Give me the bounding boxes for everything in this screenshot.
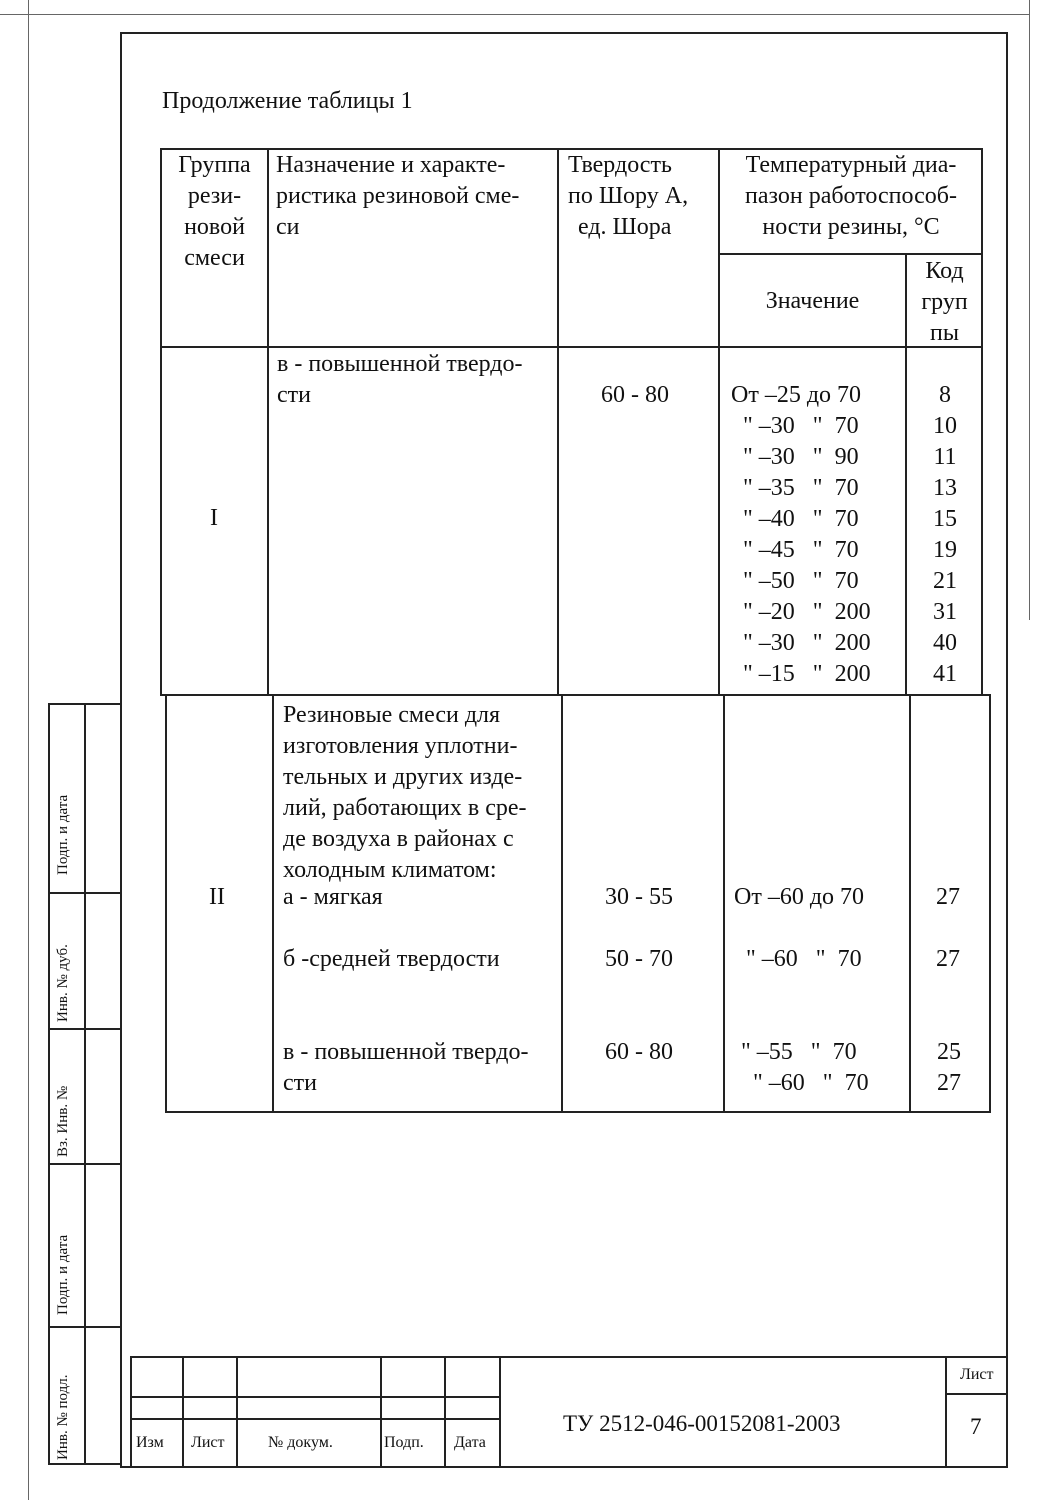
group1-codes: 8 10 11 13 15 19 21 31 40 41 (933, 382, 957, 687)
table-left-border-2 (165, 694, 167, 1113)
doc-code: ТУ 2512-046-00152081-2003 (563, 1411, 841, 1436)
group2-soft-hardness: 30 - 55 (605, 884, 673, 910)
col-line-4b (909, 694, 911, 1113)
side-sep-1 (48, 892, 122, 894)
group1-id: I (210, 505, 218, 531)
side-bottom (48, 1463, 122, 1465)
group2-mid-hardness: 50 - 70 (605, 946, 673, 972)
right-edge-line (1029, 0, 1030, 620)
side-sep-4 (48, 1326, 122, 1328)
side-top (48, 703, 122, 705)
tb-v5 (499, 1356, 501, 1466)
col-line-1 (267, 148, 269, 696)
stamp-col-change: Изм (136, 1434, 164, 1451)
header-value: Значение (765, 288, 860, 314)
tb-v6 (945, 1356, 947, 1466)
tb-v2 (236, 1356, 238, 1466)
group2-mid-code: 27 (936, 946, 960, 972)
col-line-2b (561, 694, 563, 1113)
group2-high-hardness: 60 - 80 (605, 1039, 673, 1065)
stamp-col-sheet: Лист (191, 1434, 225, 1451)
subheader-line (718, 253, 982, 255)
side-line-inner (84, 703, 86, 1465)
stamp-col-date: Дата (454, 1434, 486, 1451)
tb-v0 (130, 1356, 132, 1466)
header-code: Код груп пы (921, 258, 968, 346)
side-label-orig-inv: Инв. № подл. (55, 1374, 71, 1460)
group1-purpose: в - повышенной твердо- сти (277, 351, 523, 408)
table-bottom-border (165, 1111, 991, 1113)
sheet-label: Лист (960, 1366, 994, 1383)
group2-high-values: " –55 " 70 " –60 " 70 (741, 1039, 869, 1096)
stamp-col-doc: № докум. (268, 1434, 333, 1451)
tb-v3 (380, 1356, 382, 1466)
group2-soft-label: а - мягкая (283, 884, 383, 910)
tb-v4 (444, 1356, 446, 1466)
side-label-sign-date-2: Подп. и дата (55, 1234, 71, 1315)
side-label-dup-inv: Инв. № дуб. (55, 944, 71, 1022)
group2-intro: Резиновые смеси для изготовления уплотни- тельных и других изде- лий, работающих в сре- де воздуха в районах с холодным климатом: (283, 702, 527, 883)
stamp-col-sign: Подп. (384, 1434, 424, 1451)
table-right-border-2 (989, 694, 991, 1113)
side-line-outer (48, 703, 50, 1465)
tb-top (130, 1356, 1008, 1358)
tb-sheet-sep (945, 1393, 1008, 1395)
group1-values: От –25 до 70 " –30 " 70 " –30 " 90 " –35 " 70 " –40 " 70 " –45 " 70 " –50 " 70 " –20 " 200 " –30 " 200 " –15 " 200 (731, 382, 871, 687)
col-line-2 (557, 148, 559, 696)
header-temp-range: Температурный диа- пазон работоспособ- ности резины, °С (745, 152, 957, 240)
group-separator-line (160, 694, 990, 696)
sheet-number: 7 (970, 1414, 982, 1439)
left-edge-line (28, 0, 29, 1500)
side-sep-3 (48, 1163, 122, 1165)
header-hardness: Твердость по Шору А, ед. Шора (568, 152, 689, 240)
header-group: Группа рези- новой смеси (178, 152, 251, 271)
side-label-sign-date-1: Подп. и дата (55, 794, 71, 875)
col-line-1b (272, 694, 274, 1113)
group2-high-codes: 25 27 (937, 1039, 961, 1096)
side-label-swap-inv: Вз. Инв. № (55, 1085, 71, 1157)
side-sep-2 (48, 1028, 122, 1030)
group2-mid-label: б -средней твердости (283, 946, 500, 972)
table-caption: Продолжение таблицы 1 (162, 88, 413, 114)
group2-mid-value: " –60 " 70 (734, 946, 862, 972)
header-purpose: Назначение и характе- ристика резиновой сме- си (276, 152, 520, 240)
tb-v1 (182, 1356, 184, 1466)
group1-hardness: 60 - 80 (601, 382, 669, 408)
group2-high-label: в - повышенной твердо- сти (283, 1039, 529, 1096)
top-edge-line (0, 14, 1030, 15)
group2-soft-code: 27 (936, 884, 960, 910)
col-line-3b (723, 694, 725, 1113)
group2-id: II (209, 884, 225, 910)
group2-soft-value: От –60 до 70 (734, 884, 865, 910)
header-bottom-line (160, 346, 982, 348)
